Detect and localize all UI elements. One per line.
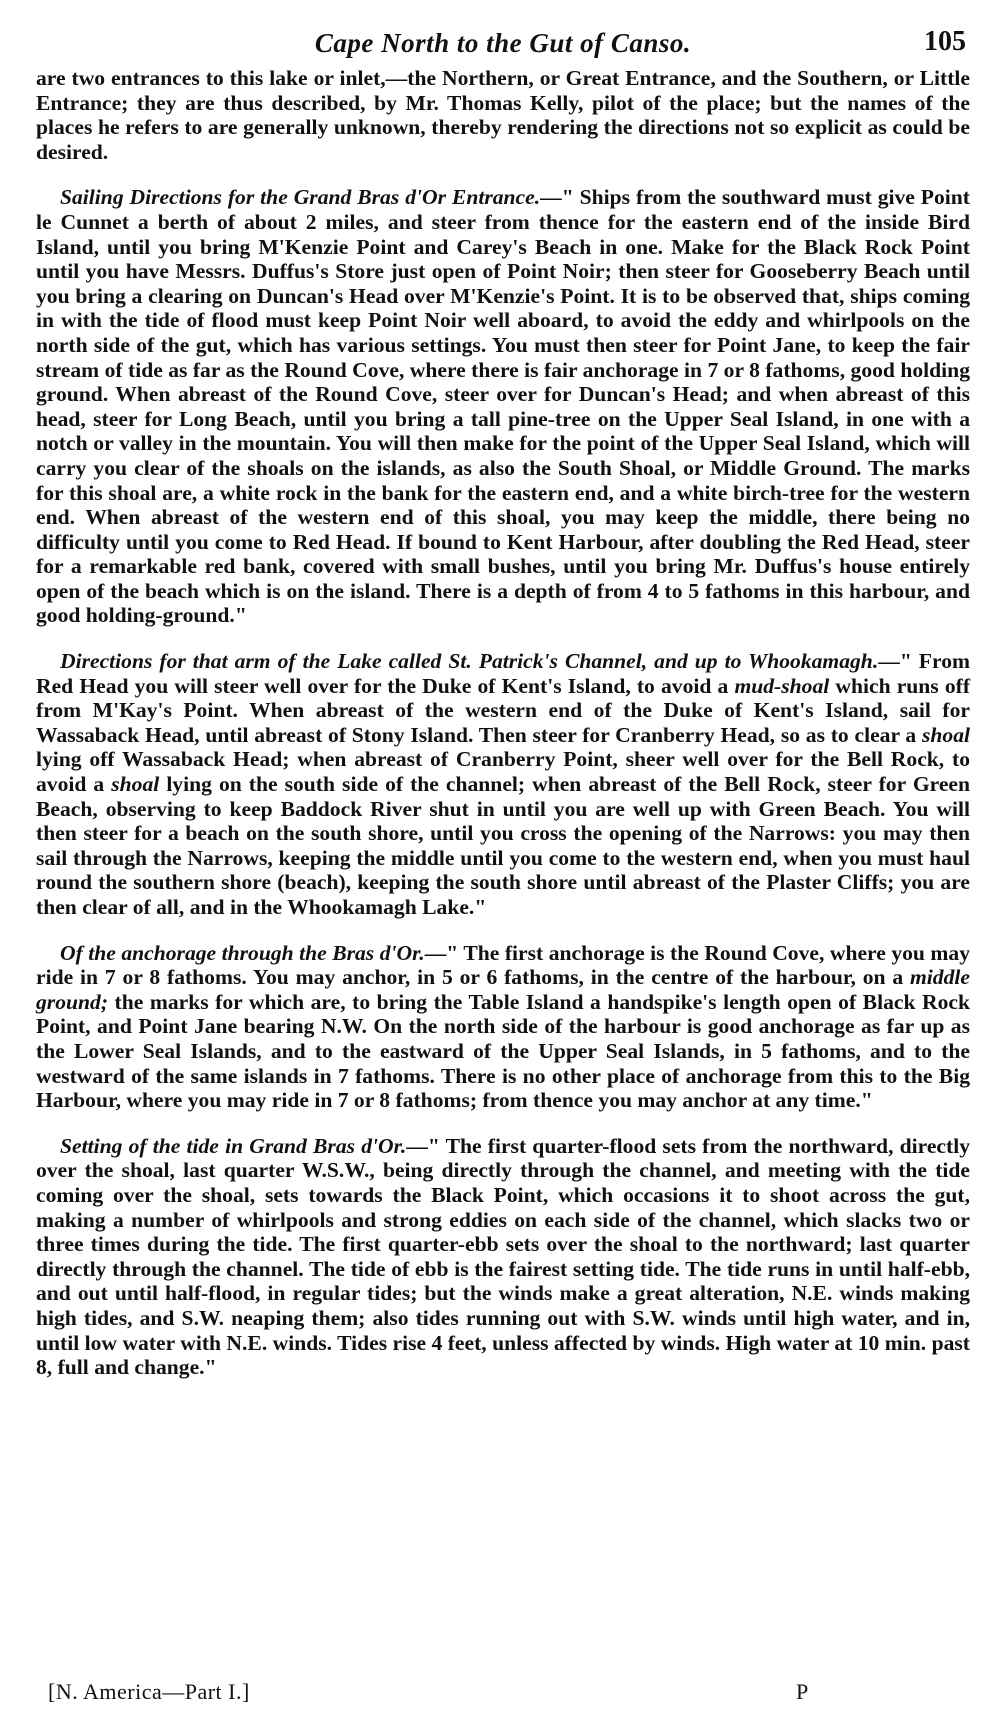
- paragraph-text: —" The first anchorage is the Round Cove, where you may ride in 7 or 8 fathoms. You may anchor, in 5 or 6 fathoms, in the centre of the harbour, on a: [36, 940, 970, 990]
- page-body: [36, 66, 970, 1380]
- paragraph-text: —" The first quarter-flood sets from the northward, directly over the shoal, last quarter W.S.W., being directly through the channel, and meeting with the tide coming over the shoal, sets towards the Black Point, which occasions it to shoot across the gut, making a number of whirlpools and strong eddies on each side of the channel, which slacks two or three times during the tide. The first quarter-ebb sets over the shoal to the northward; last quarter directly through the channel. The tide of ebb is the fairest setting tide. The tide runs in until half-ebb, and out until half-flood, in regular tides; but the winds make a great alteration, N.E. winds making high tides, and S.W. neaping them; also tides running out with S.W. winds until high water, and in, until low water with N.E. winds. Tides rise 4 feet, unless affected by winds. High water at 10 min. past 8, full and change.": [36, 1133, 971, 1380]
- paragraph-tide-setting: [36, 1134, 970, 1380]
- signature-note: [N. America—Part I.]: [48, 1679, 250, 1704]
- paragraph-heading: Setting of the tide in Grand Bras d'Or.: [60, 1133, 407, 1158]
- page-number: 105: [924, 26, 966, 57]
- italic-term: middle ground;: [36, 965, 970, 1014]
- paragraph-heading: Of the anchorage through the Bras d'Or.: [60, 940, 425, 965]
- paragraph-text: —" Ships from the southward must give Point le Cunnet a berth of about 2 miles, and steer from thence for the eastern end of the inside Bird Island, until you bring M'Kenzie Point and Carey's Beach in one. Make for the Black Rock Point until you have Messrs. Duffus's Store just open of Point Noir; then steer for Gooseberry Beach until you bring a clearing on Duncan's Head over M'Kenzie's Point. It is to be observed that, ships coming in with the tide of flood must keep Point Noir well aboard, to avoid the eddy and whirlpools on the north side of the gut, which has various settings. You must then steer for Point Jane, to keep the fair stream of tide as far as the Round Cove, where there is fair anchorage in 7 or 8 fathoms, good holding ground. When abreast of the Round Cove, steer over for Duncan's Head; and when abreast of this head, steer for Long Beach, until you bring a tall pine-tree on the Upper Seal Island, in one with a notch or valley in the mountain. You will then make for the point of the Upper Seal Island, which will carry you clear of the shoals on the islands, as also the South Shoal, or Middle Ground. The marks for this shoal are, a white rock in the bank for the eastern end, and a white birch-tree for the western end. When abreast of the western end of this shoal, you may keep the middle, there being no difficulty until you come to Red Head. If bound to Kent Harbour, after doubling the Red Head, steer for a remarkable red bank, covered with small bushes, until you bring Mr. Duffus's house entirely open of the beach which is on the island. There is a depth of from 4 to 5 fathoms in this harbour, and good holding-ground.": [36, 185, 970, 628]
- paragraph-text: —" From Red Head you will steer well over for the Duke of Kent's Island, to avoid a: [36, 649, 970, 698]
- paragraph-text: lying off Wassaback Head; when abreast of Cranberry Point, sheer well over for the Bell Rock, to avoid a: [36, 747, 970, 797]
- italic-term: mud-shoal: [734, 673, 830, 698]
- paragraph-heading: Sailing Directions for the Grand Bras d'Or Entrance.: [60, 185, 541, 210]
- italic-term: shoal: [111, 772, 160, 797]
- paragraph-anchorage: [36, 941, 970, 1113]
- page-header: [36, 24, 970, 66]
- running-title: Cape North to the Gut of Canso.: [314, 28, 692, 58]
- italic-term: shoal: [921, 722, 970, 747]
- paragraph-text: are two entrances to this lake or inlet,—the Northern, or Great Entrance, and the Southern, or Little Entrance; they are thus described, by Mr. Thomas Kelly, pilot of the place; but the names of the places he refers to are generally unknown, thereby rendering the directions not so explicit as could be desired.: [36, 66, 970, 164]
- paragraph-entrances: [36, 66, 970, 164]
- paragraph-text: which runs off from M'Kay's Point. When abreast of the western end of the Duke of Kent's Island, sail for Wassaback Head, until abreast of Stony Island. Then steer for Cranberry Head, so as to clear a: [36, 673, 971, 747]
- paragraph-text: lying on the south side of the channel; when abreast of the Bell Rock, steer for Green Beach, observing to keep Baddock River shut in until you are well up with Green Beach. You will then steer for a beach on the south shore, until you cross the opening of the Narrows: you may then sail through the Narrows, keeping the middle until you come to the western end, when you must haul round the southern shore (beach), keeping the south shore until abreast of the Plaster Cliffs; you are then clear of all, and in the Whookamagh Lake.": [36, 772, 970, 919]
- book-page: [36, 24, 970, 1704]
- sheet-mark: P: [796, 1679, 809, 1704]
- page-footer: [36, 1679, 970, 1709]
- paragraph-heading: Directions for that arm of the Lake called St. Patrick's Channel, and up to Whookamagh.: [60, 649, 879, 674]
- paragraph-grand-entrance-directions: [36, 185, 970, 628]
- paragraph-text: the marks for which are, to bring the Table Island a handspike's length open of Black Rock Point, and Point Jane bearing N.W. On the north side of the harbour is good anchorage as far up as the Lower Seal Islands, and to the eastward of the Upper Seal Islands, in 5 fathoms, and to the westward of the same islands in 7 fathoms. There is no other place of anchorage from this to the Big Harbour, where you may ride in 7 or 8 fathoms; from thence you may anchor at any time.": [36, 989, 970, 1113]
- paragraph-st-patricks-channel: [36, 649, 970, 920]
